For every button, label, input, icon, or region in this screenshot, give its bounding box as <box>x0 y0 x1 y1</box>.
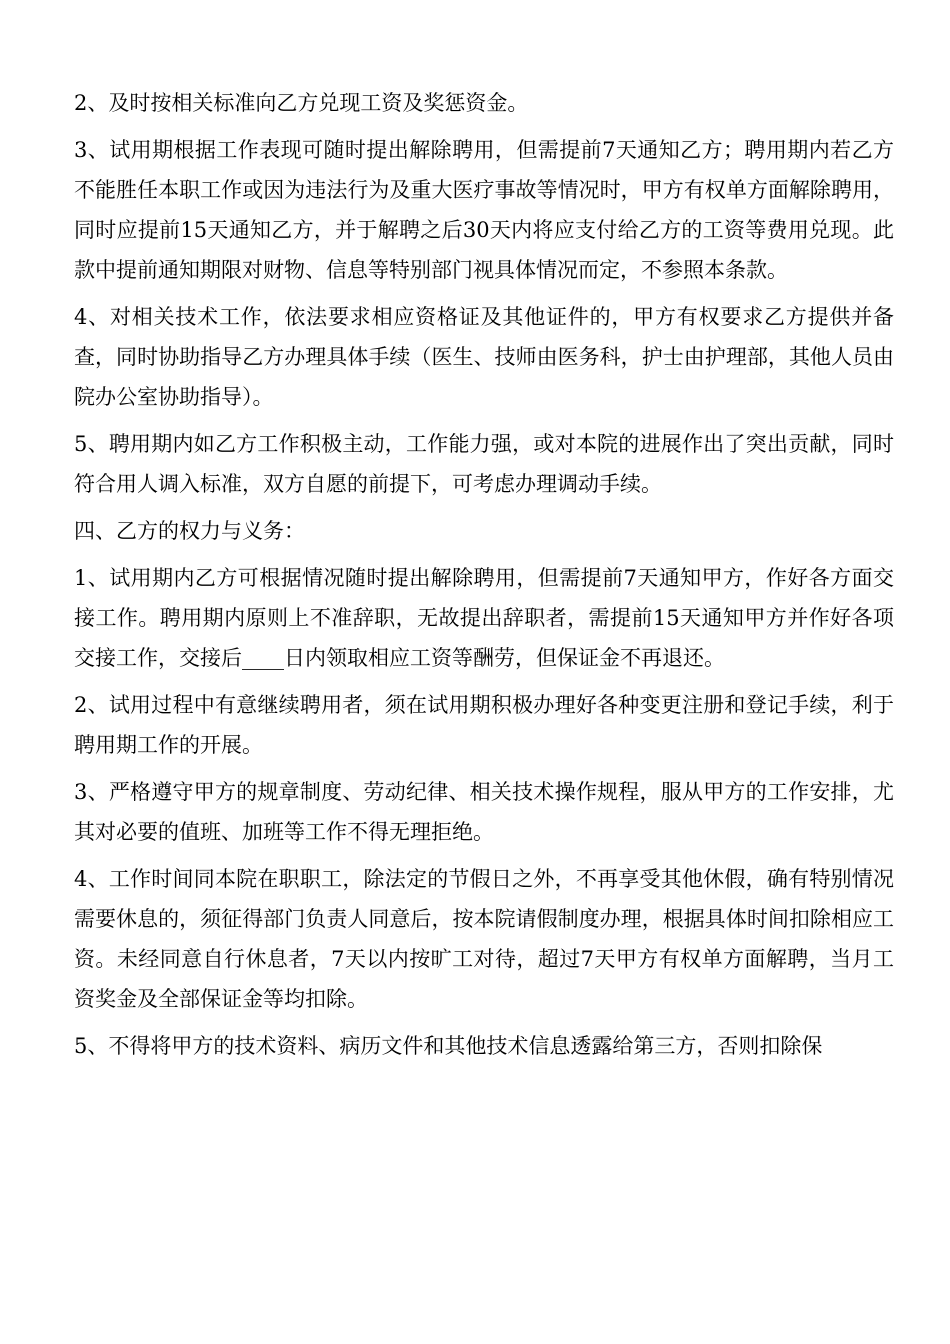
paragraph-clause-4-2: 2、试用过程中有意继续聘用者，须在试用期积极办理好各种变更注册和登记手续，利于聘用期工作的开展。 <box>74 693 894 757</box>
document-body <box>74 83 894 1073</box>
paragraph-clause-3-3: 3、试用期根据工作表现可随时提出解除聘用，但需提前7天通知乙方；聘用期内若乙方不能胜任本职工作或因为违法行为及重大医疗事故等情况时，甲方有权单方面解除聘用，同时应提前15天通知乙方，并于解聘之后30天内将应支付给乙方的工资等费用兑现。此款中提前通知期限对财物、信息等特别部门视具体情况而定，不参照本条款。 <box>74 138 894 282</box>
paragraph-clause-3-2: 2、及时按相关标准向乙方兑现工资及奖惩资金。 <box>74 91 529 115</box>
paragraph-clause-4-4: 4、工作时间同本院在职职工，除法定的节假日之外，不再享受其他休假，确有特别情况需要休息的，须征得部门负责人同意后，按本院请假制度办理，根据具体时间扣除相应工资。未经同意自行休息者，7天以内按旷工对待，超过7天甲方有权单方面解聘，当月工资奖金及全部保证金等均扣除。 <box>74 867 894 1011</box>
paragraph-clause-4-1: 1、试用期内乙方可根据情况随时提出解除聘用，但需提前7天通知甲方，作好各方面交接工作。聘用期内原则上不准辞职，无故提出辞职者，需提前15天通知甲方并作好各项交接工作，交接后____日内领取相应工资等酬劳，但保证金不再退还。 <box>74 566 894 670</box>
paragraph-clause-3-5: 5、聘用期内如乙方工作积极主动，工作能力强，或对本院的进展作出了突出贡献，同时符合用人调入标准，双方自愿的前提下，可考虑办理调动手续。 <box>74 432 894 496</box>
paragraph-clause-4-3: 3、严格遵守甲方的规章制度、劳动纪律、相关技术操作规程，服从甲方的工作安排，尤其对必要的值班、加班等工作不得无理拒绝。 <box>74 780 894 844</box>
section-heading-4: 四、乙方的权力与义务： <box>74 519 305 543</box>
paragraph-clause-4-5: 5、不得将甲方的技术资料、病历文件和其他技术信息透露给第三方，否则扣除保 <box>74 1034 823 1058</box>
paragraph-clause-3-4: 4、对相关技术工作，依法要求相应资格证及其他证件的，甲方有权要求乙方提供并备查，同时协助指导乙方办理具体手续（医生、技师由医务科，护士由护理部，其他人员由院办公室协助指导）。 <box>74 305 894 409</box>
